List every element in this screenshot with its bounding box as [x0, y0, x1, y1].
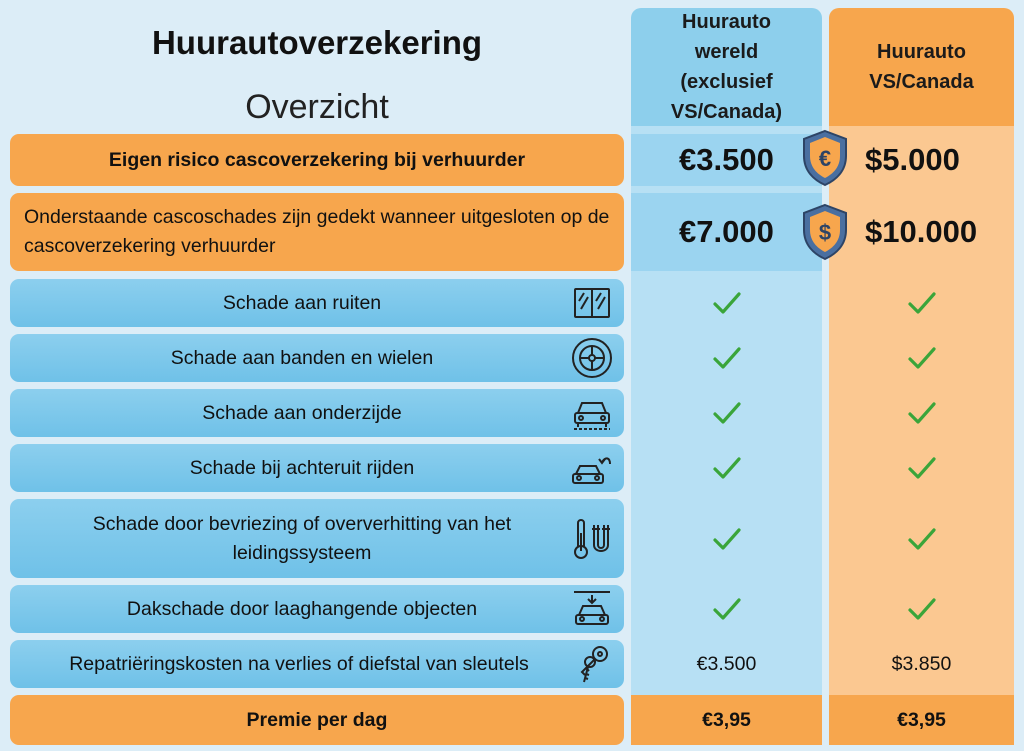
car-underside-icon — [570, 391, 614, 435]
check-icon — [712, 290, 742, 316]
check-icon — [712, 345, 742, 371]
gedekt-usa-value: $10.000 — [865, 214, 978, 249]
row-bevriezing-world — [631, 499, 822, 578]
row-ruiten-usa — [829, 279, 1014, 327]
page-title: Huurautoverzekering — [151, 24, 483, 61]
row-eigen-risico-label — [10, 134, 624, 186]
column-header-usa — [829, 8, 1014, 126]
column-header-world — [631, 8, 822, 126]
row-banden-usa — [829, 334, 1014, 382]
premie-world-value: €3,95 — [702, 708, 751, 731]
column-header-world-label: Huurauto wereld (exclusief VS/Canada) — [670, 11, 783, 123]
row-bevriezing-text: Schade door bevriezing of oververhitting van het leidingssysteem — [92, 512, 512, 564]
row-onderzijde-usa — [829, 389, 1014, 437]
tire-icon — [570, 336, 614, 380]
thermometer-pipes-icon — [570, 517, 614, 561]
row-bevriezing-usa — [829, 499, 1014, 578]
row-ruiten-text: Schade aan ruiten — [222, 291, 382, 314]
keys-icon — [570, 642, 614, 686]
svg-text:€: € — [818, 146, 832, 171]
row-banden-text: Schade aan banden en wielen — [170, 346, 434, 369]
row-bevriezing-label — [10, 499, 624, 578]
page-subtitle: Overzicht — [245, 88, 389, 126]
row-onderzijde-label — [10, 389, 624, 437]
sleutels-usa-value: $3.850 — [891, 652, 952, 675]
row-sleutels-usa — [829, 640, 1014, 688]
sleutels-world-value: €3.500 — [696, 652, 757, 675]
eigen-risico-world-value: €3.500 — [679, 142, 774, 177]
row-gedekt-usa — [829, 193, 1014, 271]
row-onderzijde-world — [631, 389, 822, 437]
row-achteruit-world — [631, 444, 822, 492]
check-icon — [907, 345, 937, 371]
row-dakschade-label — [10, 585, 624, 633]
check-icon — [712, 596, 742, 622]
row-achteruit-usa — [829, 444, 1014, 492]
row-eigen-risico-usa — [829, 134, 1014, 186]
check-icon — [712, 400, 742, 426]
svg-text:$: $ — [818, 220, 832, 245]
check-icon — [907, 455, 937, 481]
check-icon — [907, 290, 937, 316]
row-sleutels-text: Repatriëringskosten na verlies of diefstal van sleutels — [69, 652, 529, 675]
row-eigen-risico-text: Eigen risico cascoverzekering bij verhuurder — [108, 148, 526, 171]
check-icon — [712, 526, 742, 552]
row-banden-world — [631, 334, 822, 382]
row-dakschade-text: Dakschade door laaghangende objecten — [126, 597, 478, 620]
row-gedekt-world — [631, 193, 822, 271]
check-icon — [907, 596, 937, 622]
row-gedekt-label — [10, 193, 624, 271]
row-sleutels-label — [10, 640, 624, 688]
column-header-usa-label: Huurauto VS/Canada — [869, 41, 974, 93]
row-gedekt-text: Onderstaande cascoschades zijn gedekt wanneer uitgesloten op de cascoverzekering verhuurder — [24, 206, 610, 257]
car-roof-icon — [570, 587, 614, 631]
gedekt-world-value: €7.000 — [679, 214, 774, 249]
eigen-risico-usa-value: $5.000 — [865, 142, 960, 177]
premie-usa-value: €3,95 — [897, 708, 946, 731]
row-premie-usa — [829, 695, 1014, 745]
row-dakschade-world — [631, 585, 822, 633]
row-dakschade-usa — [829, 585, 1014, 633]
row-premie-world — [631, 695, 822, 745]
title-block — [10, 8, 624, 126]
row-ruiten-world — [631, 279, 822, 327]
row-premie-text: Premie per dag — [246, 708, 388, 731]
row-eigen-risico-world — [631, 134, 822, 186]
row-banden-label — [10, 334, 624, 382]
row-achteruit-label — [10, 444, 624, 492]
check-icon — [907, 526, 937, 552]
row-achteruit-text: Schade bij achteruit rijden — [189, 456, 415, 479]
row-sleutels-world — [631, 640, 822, 688]
row-ruiten-label — [10, 279, 624, 327]
euro-shield-icon — [800, 128, 850, 193]
check-icon — [712, 455, 742, 481]
car-reverse-icon — [570, 446, 614, 490]
row-premie-label — [10, 695, 624, 745]
window-icon — [570, 281, 614, 325]
row-onderzijde-text: Schade aan onderzijde — [202, 401, 402, 424]
check-icon — [907, 400, 937, 426]
dollar-shield-icon — [800, 202, 850, 267]
